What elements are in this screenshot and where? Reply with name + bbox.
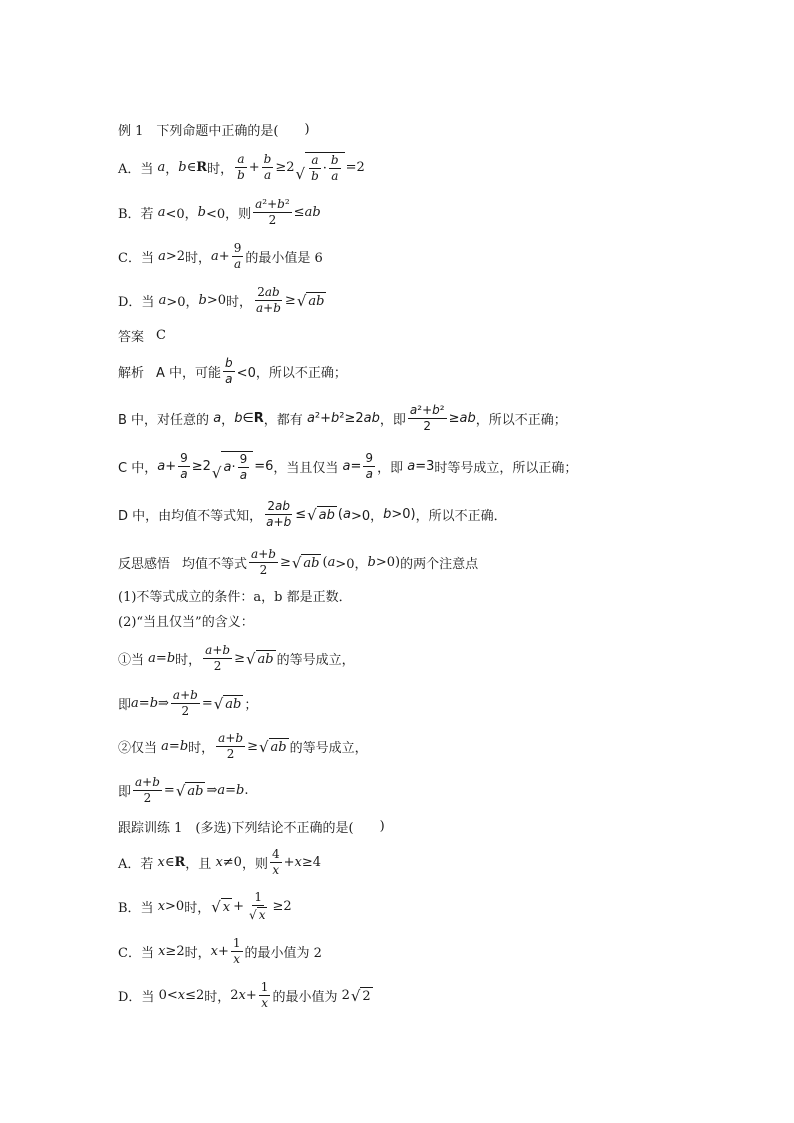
fraction: $\frac{b}{a}$ — [263, 151, 272, 182]
reflection-item-2-text: (2)“当且仅当”的含义： — [118, 614, 254, 630]
sqrt-symbol: √ 2 — [350, 986, 371, 1005]
sqrt-symbol: √ ab — [258, 737, 287, 756]
analysis-c-text: C 中， — [118, 460, 158, 476]
practice-1-option-d: D．当 0< x ≤2 时， 2 x + $\frac{1}{x}$ 的最小值为 2 √ 2 — [118, 979, 371, 1010]
practice-b-mid: 时， — [184, 900, 211, 916]
reflection-item-5-mid: 时， — [188, 740, 215, 756]
reflection-item-4-prefix: 即 — [118, 697, 132, 713]
practice-1-title-text: 跟踪训练 1 (多选)下列结论不正确的是( — [118, 820, 354, 836]
sqrt-symbol: √ ab — [245, 649, 274, 668]
reflection-item-3-suffix: 的等号成立， — [276, 652, 355, 668]
sqrt-symbol: √ ab — [175, 781, 204, 800]
fraction: $\frac{a+b}{2}$ — [251, 546, 276, 577]
fraction: $\frac{2ab}{a+b}$ — [266, 498, 292, 529]
practice-a-mid: ，且 — [185, 856, 212, 872]
analysis-label: 解析 — [118, 365, 145, 381]
fraction: $\frac{a+b}{2}$ — [172, 687, 198, 718]
option-c-prefix: C．当 — [118, 250, 154, 266]
fraction: $\frac{a+b}{2}$ — [205, 642, 231, 673]
practice-1-option-a: A．若 x ∈ R ，且 x ≠0 ，则 $\frac{4}{x}$ + x ≥4 — [118, 846, 322, 877]
reflection-label: 反思感悟 — [118, 556, 171, 572]
fraction: 1 √ x — [249, 889, 266, 923]
analysis-c-suffix: 时等号成立，所以正确； — [434, 460, 578, 476]
analysis-b-suffix: ，所以不正确； — [475, 412, 567, 428]
sqrt-symbol: √ x — [211, 897, 231, 916]
fraction: $\frac{2ab}{a+b}$ — [256, 284, 281, 315]
practice-a-prefix: A．若 — [118, 856, 154, 872]
fraction: $\frac{1}{x}$ — [232, 935, 241, 966]
analysis-a — [118, 349, 347, 393]
answer-value: C — [156, 327, 166, 343]
option-a-prefix: A．当 — [118, 161, 154, 177]
reflection-item-2 — [118, 600, 254, 640]
fraction: $\frac{\text{a²+b²}}{2}$ — [409, 402, 445, 433]
analysis-d-text: D 中，由均值不等式知， — [118, 508, 263, 524]
analysis-c-mid: ，当且仅当 — [273, 460, 339, 476]
reflection-item-6-prefix: 即 — [118, 784, 132, 800]
math-var: a — [153, 159, 166, 175]
analysis-c: C 中， a + $\frac{9}{a}$ ≥2 √ a · $\frac{9}{a}$ =6 ，当且仅当 a = $\frac{9}{a}$ ，即 a =3 时等号成立，所以正确； — [118, 450, 578, 483]
example-1-title-close: ) — [304, 121, 310, 137]
reflection-item-3-prefix: ①当 — [118, 652, 145, 668]
sqrt-symbol: √ ab — [307, 505, 335, 524]
reflection-item-4-suffix: ； — [244, 697, 258, 713]
option-b-cond: 则 — [238, 206, 252, 222]
analysis-d: D 中，由均值不等式知， $\frac{2ab}{a+b}$ ≤ √ ab ( a >0， b >0) ，所以不正确． — [118, 498, 507, 529]
analysis-a-suffix: <0，所以不正确； — [236, 365, 347, 381]
fraction: $\frac{a+b}{2}$ — [218, 730, 244, 761]
answer-label: 答案 — [118, 329, 145, 345]
practice-c-mid: 时， — [184, 945, 211, 961]
example-1-option-b: B．若 a <0， b <0， 则 $\frac{\text{a²+b²}}{2}$ ≤ ab — [118, 196, 321, 227]
analysis-b-text: B 中，对任意的 — [118, 412, 210, 428]
practice-a-mid2: ，则 — [241, 856, 268, 872]
reflection-item-5-suffix: 的等号成立， — [289, 740, 368, 756]
option-d-prefix: D．当 — [118, 294, 155, 310]
analysis-b-mid: ，都有 — [263, 412, 303, 428]
fraction: $\frac{9}{a}$ — [180, 450, 188, 481]
reflection-title: 反思感悟 均值不等式 $\frac{a+b}{2}$ ≥ √ ab ( a >0， b >0) 的两个注意点 — [118, 546, 479, 577]
example-1-option-d: D．当 a >0， b >0 时， $\frac{2ab}{a+b}$ ≥ √ ab — [118, 284, 325, 315]
practice-b-prefix: B．当 — [118, 900, 154, 916]
option-b-prefix: B．若 — [118, 206, 154, 222]
fraction: $\frac{b}{a}$ — [225, 355, 233, 386]
fraction: $\frac{a+b}{2}$ — [135, 774, 160, 805]
practice-c-prefix: C．当 — [118, 945, 154, 961]
analysis-b: B 中，对任意的 a ， b ∈ R ，都有 a ²+ b ²≥2 ab ，即 $\frac{\text{a²+b²}}{2}$ ≥ ab ，所以不正确； — [118, 402, 567, 433]
sqrt-symbol: √ ab — [213, 694, 242, 713]
reflection-item-1-text: (1)不等式成立的条件：a，b 都是正数． — [118, 589, 352, 605]
fraction: $\frac{1}{x}$ — [260, 979, 269, 1010]
reflection-title-text: 均值不等式 — [182, 556, 248, 572]
option-c-cond: 时， — [185, 250, 212, 266]
reflection-item-3-mid: 时， — [175, 652, 202, 668]
option-d-cond: 时， — [226, 294, 253, 310]
practice-1-title-close: ) — [379, 818, 385, 834]
example-1-option-a: A．当 a ， b ∈ R 时， $\frac{a}{b}$ + $\frac{b}{a}$ ≥2 √ $\frac{a}{b}$ · $\frac{b}{a}$ =2 — [118, 151, 365, 184]
analysis-b-mid2: ，即 — [379, 412, 406, 428]
reflection-item-5: ②仅当 a = b 时， $\frac{a+b}{2}$ ≥ √ ab 的等号成立， — [118, 730, 368, 761]
sqrt-symbol: √ ab — [296, 291, 325, 310]
reflection-title-suffix: 的两个注意点 — [400, 556, 479, 572]
sqrt-symbol: √ $\frac{a}{b}$ · $\frac{b}{a}$ — [296, 152, 345, 182]
reflection-item-4: 即 a = b ⇒ $\frac{a+b}{2}$ = √ ab ； — [118, 687, 258, 718]
reflection-item-5-prefix: ②仅当 — [118, 740, 158, 756]
reflection-item-3: ①当 a = b 时， $\frac{a+b}{2}$ ≥ √ ab 的等号成立， — [118, 642, 355, 673]
fraction: $\frac{a}{b}$ — [237, 151, 245, 182]
analysis-d-suffix: ，所以不正确． — [415, 508, 507, 524]
analysis-c-mid2: ，即 — [377, 460, 404, 476]
fraction: $\frac{\text{a²+b²}}{2}$ — [255, 196, 290, 227]
fraction: $\frac{4}{x}$ — [271, 846, 280, 877]
sqrt-symbol: √ a · $\frac{9}{a}$ — [212, 451, 253, 481]
reflection-item-6: 即 $\frac{a+b}{2}$ = √ ab ⇒ a = b . — [118, 774, 249, 805]
practice-d-prefix: D．当 — [118, 989, 155, 1005]
practice-c-suffix: 的最小值为 2 — [244, 945, 322, 961]
fraction: $\frac{9}{a}$ — [365, 450, 374, 481]
example-1-option-c: C．当 a >2 时， a + $\frac{9}{a}$ 的最小值是 6 — [118, 240, 323, 271]
fraction: $\frac{9}{a}$ — [233, 240, 242, 271]
practice-d-mid: 时， — [204, 989, 231, 1005]
analysis-a-text: A 中，可能 — [156, 365, 222, 381]
practice-1-option-b: B．当 x >0 时， √ x + 1 √ x ≥2 — [118, 889, 292, 923]
option-a-cond: 时， — [207, 161, 234, 177]
option-c-suffix: 的最小值是 6 — [245, 250, 323, 266]
practice-1-option-c: C．当 x ≥2 时， x + $\frac{1}{x}$ 的最小值为 2 — [118, 935, 322, 966]
sqrt-symbol: √ ab — [291, 553, 320, 572]
example-1-title-text: 例 1 下列命题中正确的是( — [118, 123, 279, 139]
practice-d-suffix: 的最小值为 — [272, 989, 338, 1005]
